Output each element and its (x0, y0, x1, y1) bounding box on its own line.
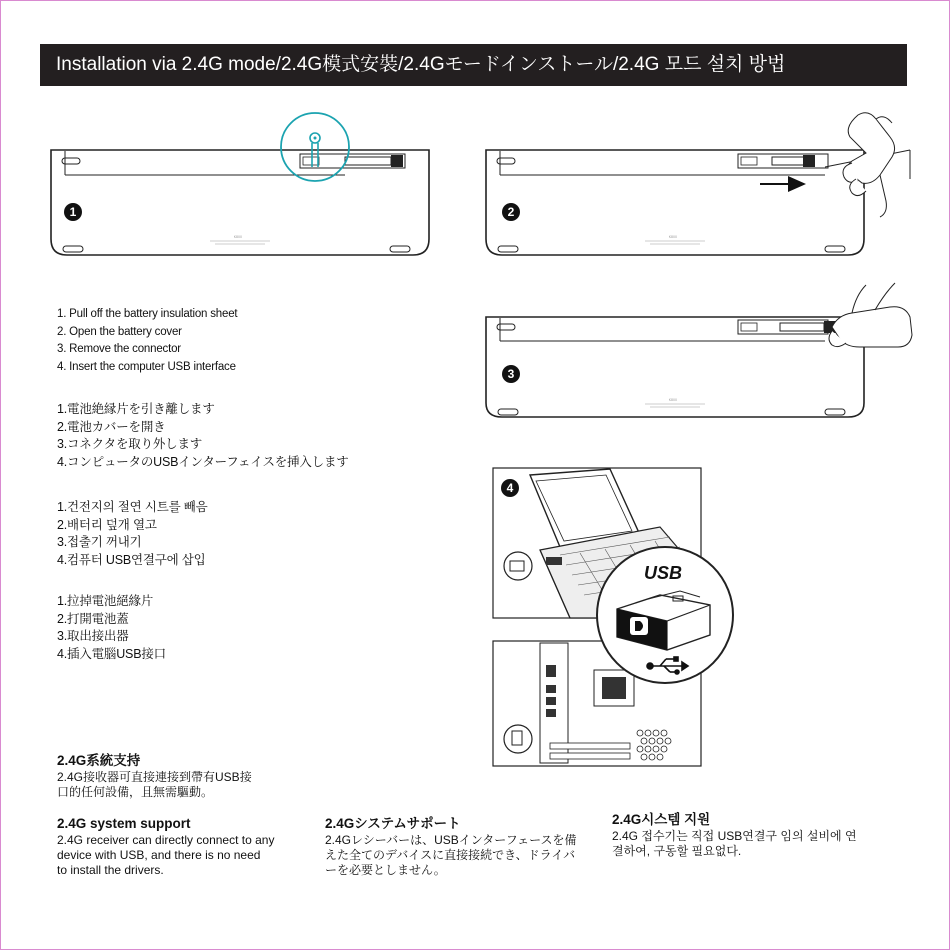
support-body: 2.4Gレシーバーは、USBインターフェースを備 えた全てのデバイスに直接接続でき、ドライバ ーを必要としません。 (325, 833, 577, 877)
keyboard-underside (51, 150, 429, 255)
figure-1-keyboard (45, 105, 440, 265)
support-body: 2.4G receiver can directly connect to any device with USB, and there is no need to install the drivers. (57, 833, 275, 877)
step-text: 3. Remove the connector (57, 343, 181, 355)
steps-chinese (57, 593, 166, 663)
support-body: 2.4G 접수기는 직접 USB연결구 임의 설비에 연 결하여, 구동할 필요없다. (612, 829, 857, 858)
svg-text:2: 2 (507, 205, 515, 219)
support-heading: 2.4Gシステムサポート (325, 816, 461, 831)
step-text: 4. Insert the computer USB interface (57, 360, 236, 373)
step-text: 3.접출기 꺼내기 (57, 535, 142, 549)
step-text: 2. Open the battery cover (57, 325, 182, 338)
step-text: 2.打開電池蓋 (57, 611, 129, 626)
svg-text:4: 4 (506, 481, 514, 495)
step-text: 1. Pull off the battery insulation sheet (57, 308, 238, 320)
keyboard-underside (486, 317, 864, 417)
step-badge-2 (502, 203, 520, 221)
step-text: 3.取出接出器 (57, 629, 129, 643)
step-badge-1 (64, 203, 82, 221)
svg-text:K800: K800 (668, 235, 678, 239)
support-chinese (57, 753, 252, 800)
svg-text:1: 1 (69, 205, 77, 219)
svg-text:K800: K800 (233, 235, 243, 239)
support-body: 2.4G接收器可直接連接到帶有USB接 口的任何設備，且無需驅動。 (57, 770, 252, 799)
step-text: 1.電池絶縁片を引き離します (57, 402, 215, 416)
support-korean (612, 812, 857, 859)
support-english (57, 816, 274, 878)
step-text: 1.건전지의 절연 시트를 빼음 (57, 500, 208, 514)
step-text: 4.コンピュータのUSBインターフェイスを挿入します (57, 454, 349, 469)
step-text: 3.コネクタを取り外します (57, 437, 203, 451)
svg-text:K800: K800 (668, 398, 678, 402)
step-text: 1.拉掉電池絕緣片 (57, 594, 154, 608)
svg-text:3: 3 (507, 367, 515, 381)
figure-2-keyboard (480, 105, 920, 265)
step-text: 4.插入電腦USB接口 (57, 646, 166, 661)
figure-4-usb-devices (490, 465, 750, 770)
support-japanese (325, 816, 577, 878)
support-heading: 2.4G시스템 지원 (612, 812, 711, 827)
step-text: 4.컴퓨터 USB연결구에 삽입 (57, 552, 206, 567)
steps-japanese (57, 401, 349, 471)
page-title: Installation via 2.4G mode/2.4G模式安裝/2.4Gモードインストール/2.4G 모드 설치 방법 (40, 44, 907, 86)
step-text: 2.배터리 덮개 열고 (57, 517, 157, 532)
steps-korean (57, 499, 207, 569)
step-text: 2.電池カバーを開き (57, 419, 166, 434)
figure-3-keyboard (480, 275, 920, 425)
step-badge-3 (502, 365, 520, 383)
support-heading: 2.4G system support (57, 816, 191, 831)
svg-text:USB: USB (644, 563, 683, 583)
steps-english (57, 306, 237, 376)
usb-receiver-callout (597, 547, 733, 683)
hand-illustration (829, 283, 912, 347)
support-heading: 2.4G系統支持 (57, 753, 141, 768)
